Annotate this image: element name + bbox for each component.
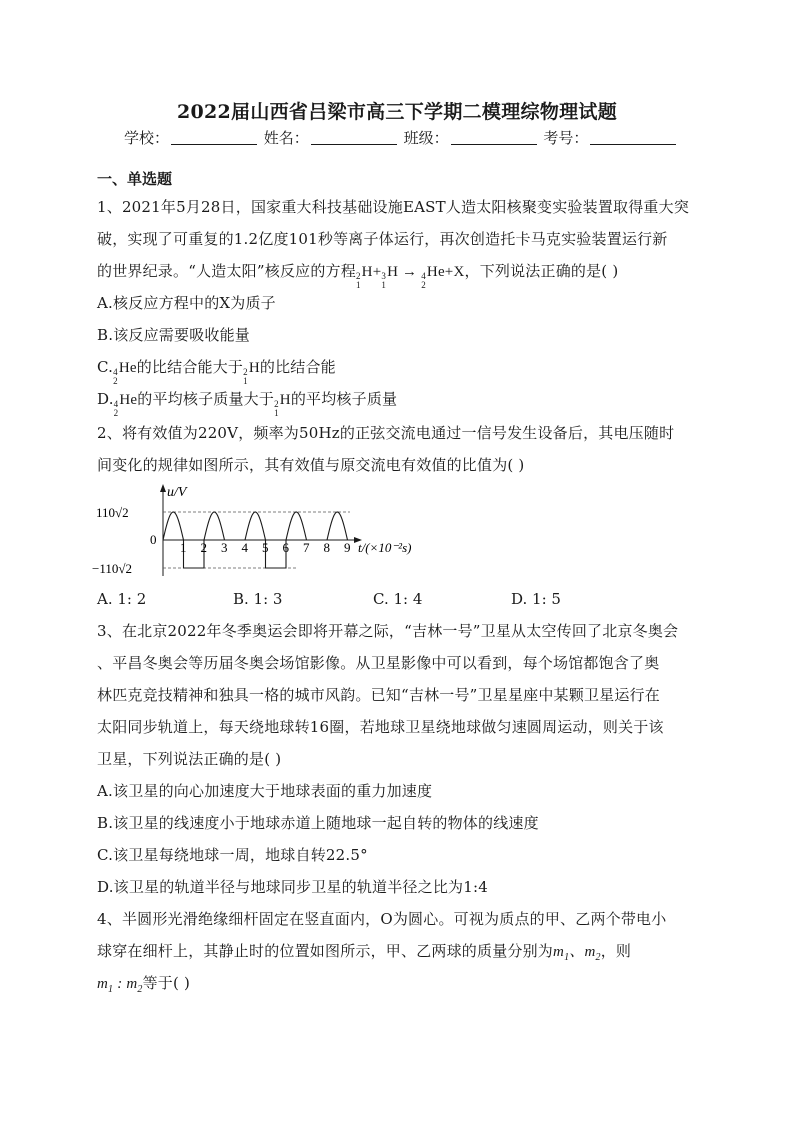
q1-option-c-post: 的比结合能: [259, 358, 336, 376]
q4-line1: 4、半圆形光滑绝缘细杆固定在竖直面内，O为圆心。可视为质点的甲、乙两个带电小: [97, 910, 667, 928]
deuterium-nuclide: 2 1 H: [243, 360, 260, 386]
q3-option-a[interactable]: A.该卫星的向心加速度大于地球表面的重力加速度: [97, 782, 433, 800]
q1-line2: 破，实现了可重复的1.2亿度101秒等离子体运行，再次创造托卡马克实验装置运行新: [97, 230, 668, 248]
q1-option-c-mid: 的比结合能大于: [136, 358, 244, 376]
q2-line2: 间变化的规律如图所示，其有效值与原交流电有效值的比值为( ): [97, 456, 525, 474]
q3-line3: 林匹克竞技精神和独具一格的城市风韵。已知“吉林一号”卫星星座中某颗卫星运行在: [97, 686, 660, 704]
helium-4-nuclide: 4 2 He: [113, 392, 138, 418]
class-label: 班级：: [403, 129, 449, 147]
school-blank[interactable]: [171, 130, 257, 145]
q4-line3-post: 等于( ): [142, 974, 191, 992]
exam-number-label: 考号：: [543, 129, 589, 147]
q4-line2-text: 球穿在细杆上，其静止时的位置如图所示，甲、乙两球的质量分别为: [97, 942, 554, 960]
q1-line1: 1、2021年5月28日，国家重大科技基础设施EAST人造太阳核聚变实验装置取得重大突: [97, 198, 690, 216]
class-blank[interactable]: [451, 130, 537, 145]
helium-4-nuclide: 4 2 He: [113, 360, 137, 386]
q1-line3: [97, 260, 618, 290]
section-heading: 一、单选题: [97, 170, 173, 188]
q1-option-d[interactable]: [97, 388, 397, 418]
q3-option-c[interactable]: C.该卫星每绕地球一周，地球自转22.5°: [97, 846, 368, 864]
q4-line2-post: ，则: [600, 942, 632, 960]
x-tick-5: 5: [262, 540, 269, 555]
x-tick-4: 4: [241, 540, 248, 555]
y-tick-max: 110√2: [96, 505, 129, 520]
x-tick-2: 2: [200, 540, 207, 555]
x-tick-8: 8: [323, 540, 330, 555]
name-label: 姓名：: [263, 129, 309, 147]
voltage-time-graph: [92, 480, 432, 580]
q1-option-c[interactable]: [97, 356, 336, 386]
x-tick-3: 3: [221, 540, 228, 555]
exam-number-blank[interactable]: [590, 130, 676, 145]
y-axis-arrow: [160, 484, 166, 492]
q1-option-a[interactable]: A.核反应方程中的X为质子: [97, 294, 276, 312]
q1-option-d-post: 的平均核子质量: [290, 390, 398, 408]
y-axis-label: u/V: [167, 485, 187, 500]
q3-line1: 3、在北京2022年冬季奥运会即将开幕之际，“吉林一号”卫星从太空传回了北京冬奥会: [97, 622, 679, 640]
x-tick-6: 6: [282, 540, 289, 555]
name-blank[interactable]: [311, 130, 397, 145]
q4-line3: [97, 972, 190, 995]
half-wave-2: [204, 512, 225, 540]
q1-option-d-mid: 的平均核子质量大于: [137, 390, 275, 408]
q1-line3-pre: 的世界纪录。“人造太阳”核反应的方程: [97, 262, 356, 280]
q3-line4: 太阳同步轨道上，每天绕地球转16圈，若地球卫星绕地球做匀速圆周运动，则关于该: [97, 718, 664, 736]
half-wave-5: [327, 512, 348, 540]
q3-option-b[interactable]: B.该卫星的线速度小于地球赤道上随地球一起自转的物体的线速度: [97, 814, 539, 832]
half-wave-3: [245, 512, 266, 540]
student-info-row: [124, 127, 678, 148]
school-label: 学校：: [124, 129, 170, 147]
y-tick-zero: 0: [150, 532, 157, 547]
half-wave-4: [286, 512, 307, 540]
q1-line3-post: ，下列说法正确的是( ): [464, 262, 619, 280]
q3-line2: 、平昌冬奥会等历届冬奥会场馆影像。从卫星影像中可以看到，每个场馆都饱含了奥: [97, 654, 660, 672]
page-title: 2022届山西省吕梁市高三下学期二模理综物理试题: [176, 101, 618, 123]
q2-options: [97, 590, 697, 610]
x-axis-label: t/(×10⁻²s): [358, 540, 412, 555]
mass-ratio: $m_1$ : $m_2$: [97, 976, 143, 995]
x-tick-1: 1: [180, 540, 187, 555]
q1-option-b[interactable]: B.该反应需要吸收能量: [97, 326, 250, 344]
fusion-equation: 2 1 H+ 3 1 H → 4 2 He+X: [355, 264, 465, 290]
mass-symbols: $m_1$、$m_2$: [553, 944, 601, 963]
q1-option-d-prefix: D.: [97, 390, 114, 408]
x-tick-7: 7: [303, 540, 310, 555]
q2-option-a[interactable]: A. 1: 2: [97, 590, 147, 608]
y-tick-min: −110√2: [92, 561, 132, 576]
x-tick-9: 9: [344, 540, 351, 555]
q3-line5: 卫星，下列说法正确的是( ): [97, 750, 282, 768]
q4-line2: [97, 940, 631, 963]
half-wave-1: [163, 512, 184, 540]
q2-option-d[interactable]: D. 1: 5: [511, 590, 561, 608]
q2-option-c[interactable]: C. 1: 4: [373, 590, 423, 608]
q3-option-d[interactable]: D.该卫星的轨道半径与地球同步卫星的轨道半径之比为1:4: [97, 878, 489, 896]
q2-option-b[interactable]: B. 1: 3: [233, 590, 283, 608]
q2-line1: 2、将有效值为220V，频率为50Hz的正弦交流电通过一信号发生设备后，其电压随时: [97, 424, 675, 442]
deuterium-nuclide: 2 1 H: [274, 392, 291, 418]
q1-option-c-prefix: C.: [97, 358, 114, 376]
